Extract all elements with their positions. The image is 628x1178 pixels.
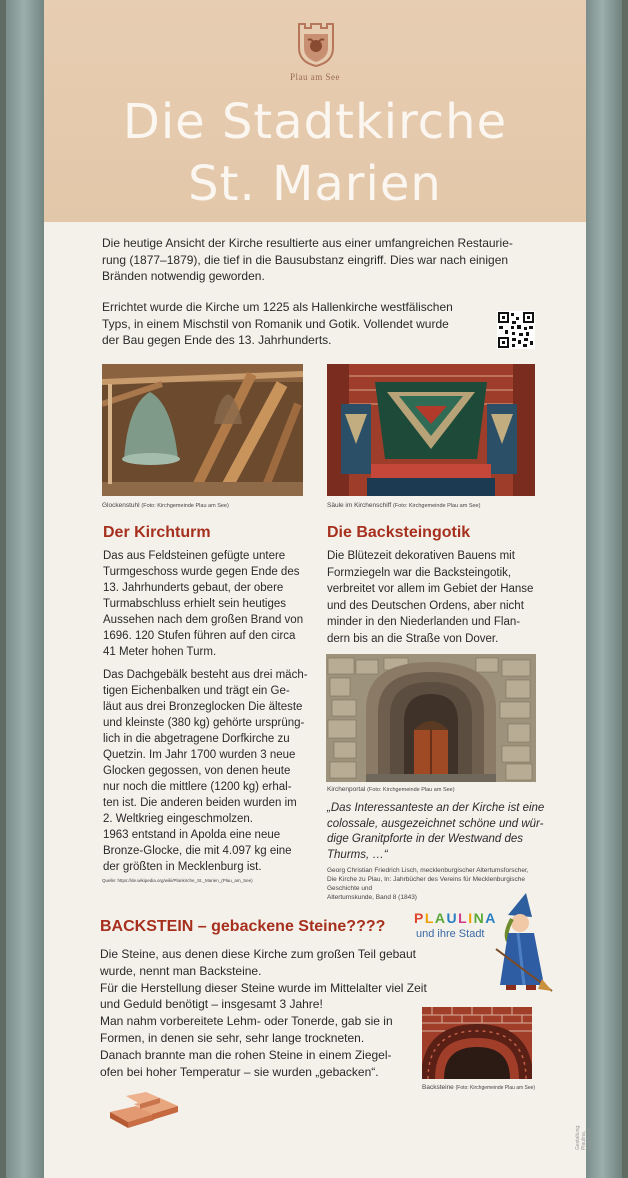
info-board bbox=[44, 0, 593, 1178]
backsteingotik-heading: Die Backsteingotik bbox=[327, 524, 471, 541]
page-title-line-1: Die Stadtkirche bbox=[122, 94, 508, 150]
kirchturm-source: Quelle: https://de.wikipedia.org/wiki/Plankirche_St._Marien_(Plau_am_See) bbox=[102, 878, 253, 883]
logo-caption: Plau am See bbox=[290, 72, 340, 82]
kirchturm-paragraph-2: Das Dachgebälk besteht aus drei mäch- tigen Eichenbalken und trägt ein Ge- läut aus drei Bronzeglocken Die älteste und kleinste (380 kg) gehörte ursprüng- lich in die abgetragene Dorfkirche zu Quetzin. Im Jahr 1700 wurden 3 neue Glocken gegossen, von denen heute nur noch die mittlere (1200 kg) erhal- ten ist. Die anderen beiden wurden im 2. Weltkrieg eingeschmolzen. 1963 entstand in Apolda eine neue Bronze-Glocke, die mit 4.097 kg eine der größten in Mecklenburg ist. bbox=[103, 669, 308, 873]
portal-photo-caption: Kirchenportal (Foto: Kirchgemeinde Plau am See) bbox=[327, 786, 455, 793]
header-band bbox=[44, 0, 586, 222]
town-crest-icon bbox=[291, 18, 341, 68]
left-sign-post bbox=[6, 0, 46, 1178]
plaulina-logo-text: PLAULINA bbox=[414, 910, 497, 926]
design-credit: Gestaltung: Plaulina, Juni 2019 bbox=[575, 1124, 593, 1150]
pillar-photo-caption: Säule im Kirchenschiff (Foto: Kirchgemeinde Plau am See) bbox=[327, 502, 481, 509]
bricks-photo-caption: Backsteine (Foto: Kirchgemeinde Plau am See) bbox=[422, 1084, 536, 1091]
church-portal-photo bbox=[326, 654, 536, 782]
bell-tower-photo bbox=[102, 364, 303, 496]
intro-paragraph-2: Errichtet wurde die Kirche um 1225 als Hallenkirche westfälischen Typs, in einem Mischstil von Romanik und Gotik. Vollendet wurde der Bau gegen Ende des 13. Jahrhunderts. bbox=[102, 300, 453, 347]
bell-photo-caption: Glockenstuhl (Foto: Kirchgemeinde Plau am See) bbox=[102, 502, 229, 509]
right-sign-post bbox=[586, 0, 622, 1178]
quote-source: Georg Christian Friedrich Lisch, mecklenburgischer Altertumsforscher, Die Kirche zu Plau, In: Jahrbücher des Vereins für Mecklenburgische Geschichte und Altertumskunde, Band 8 (1843) bbox=[327, 867, 529, 901]
pillar-photo bbox=[327, 364, 535, 496]
brick-stack-icon bbox=[106, 1088, 186, 1130]
backstein-heading: BACKSTEIN – gebackene Steine???? bbox=[100, 918, 386, 935]
page-title-line-2: St. Marien bbox=[188, 156, 442, 212]
plaulina-mascot-icon bbox=[494, 893, 554, 993]
kirchturm-paragraph-1: Das aus Feldsteinen gefügte untere Turmgeschoss wurde gegen Ende des 13. Jahrhunderts gebaut, der obere Turmabschluss erhielt sein heutiges Aussehen nach dem großen Brand von 1696. 120 Stufen führen auf den circa 41 Meter hohen Turm. bbox=[103, 550, 304, 658]
lisch-quote: „Das Interessanteste an der Kirche ist eine colossale, ausgezeichnet schöne und wür- dige Granitpforte in der Westwand des Thurms, …“ bbox=[327, 802, 545, 861]
plaulina-subtitle: und ihre Stadt bbox=[416, 928, 485, 940]
qr-code-icon[interactable] bbox=[497, 311, 535, 349]
backsteingotik-paragraph: Die Blütezeit dekorativen Bauens mit Formziegeln war die Backsteingotik, verbreitet vor allem im Gebiet der Hanse und des Deutschen Ordens, aber nicht minder in den Niederlanden und Flan- dern bis an die Straße von Dover. bbox=[327, 550, 534, 645]
kirchturm-heading: Der Kirchturm bbox=[103, 524, 211, 541]
backstein-paragraph: Die Steine, aus denen diese Kirche zum großen Teil gebaut wurde, nennt man Backsteine. Für die Herstellung dieser Steine wurde im Mittelalter viel Zeit und Geduld benötigt – insgesamt 3 Jahre! Man nahm vorbereitete Lehm- oder Tonerde, gab sie in Formen, in denen sie sehr, sehr lange trockneten. Danach brannte man die rohen Steine in einem Ziegel- ofen bei hoher Temperatur – sie wurden „gebacken“. bbox=[100, 947, 427, 1079]
brick-arch-photo bbox=[422, 1007, 532, 1079]
intro-paragraph-1: Die heutige Ansicht der Kirche resultierte aus einer umfangreichen Restaurie- rung (1877–1879), die tief in die Bausubstanz eingriff. Dies war nach einigen Bränden notwendig geworden. bbox=[102, 236, 513, 283]
